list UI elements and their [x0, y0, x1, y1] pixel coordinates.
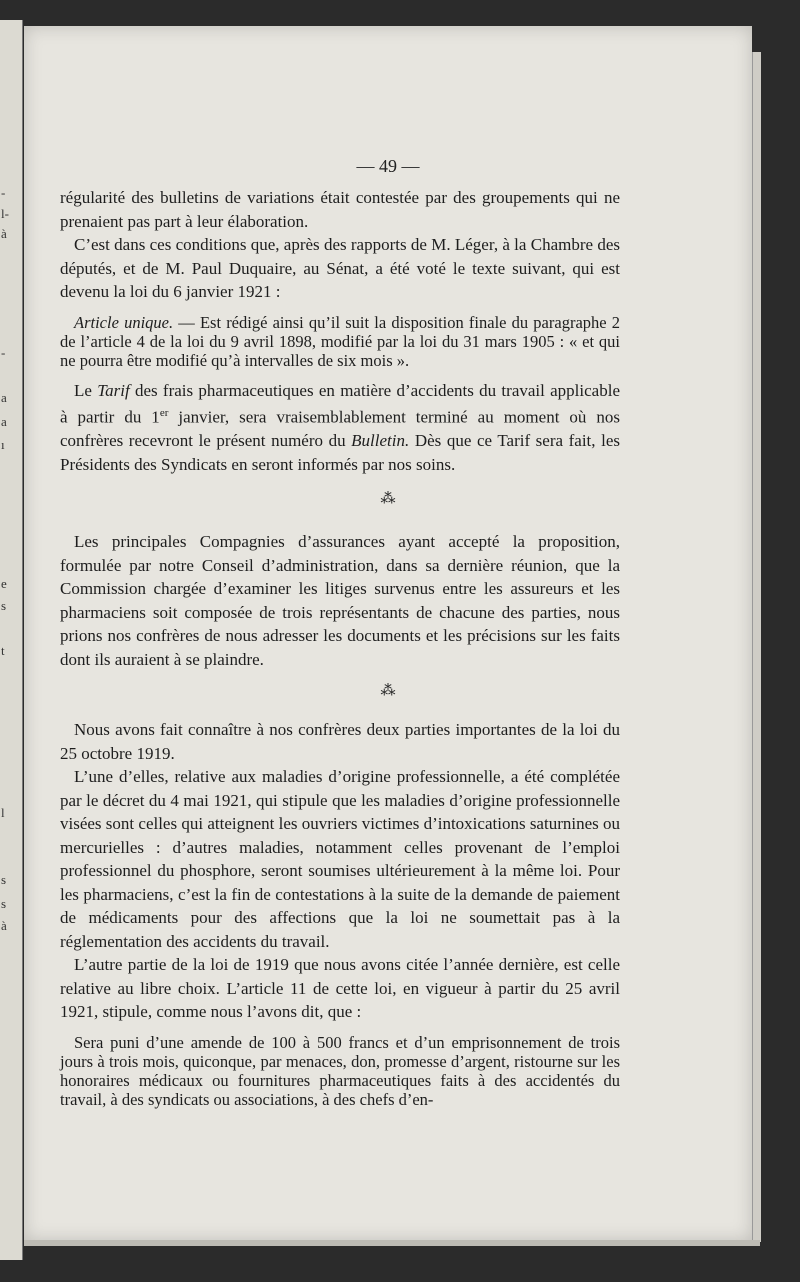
margin-fragment: - — [1, 345, 6, 360]
margin-fragment: e — [1, 576, 7, 591]
margin-fragment: a — [1, 390, 7, 405]
text-block-bottom — [60, 718, 620, 1109]
text-run: des frais pharmaceutiques en matière d’accidents du travail applicable à partir du 1 — [60, 380, 620, 427]
paragraph: régularité des bulletins de variations était contestée par des groupements qui ne prenaient pas part à leur élaboration. — [60, 188, 620, 231]
italic-word: Tarif — [97, 380, 130, 400]
paragraph: L’autre partie de la loi de 1919 que nous avons citée l’année dernière, est celle relative au libre choix. L’article 11 de cette loi, en vigueur à partir du 25 avril 1921, stipule, comme nous l’avons dit, que : — [60, 955, 620, 1021]
document-page — [24, 26, 752, 1241]
text-block-top — [60, 186, 620, 476]
margin-fragment: l- — [1, 206, 9, 221]
margin-fragment: ı — [1, 437, 5, 452]
margin-fragment: l — [1, 805, 5, 820]
paragraph — [60, 379, 620, 477]
superscript: er — [159, 407, 169, 419]
text-run: Le — [74, 380, 98, 400]
text-run: Dès que ce Tarif sera fait, les Présidents des Syndicats en seront informés par nos soins. — [60, 431, 620, 474]
italic-heading: Article unique. — [74, 312, 174, 332]
margin-fragment: à — [1, 918, 7, 933]
quoted-law — [60, 313, 620, 370]
margin-fragment: - — [1, 185, 6, 200]
quoted-law: Sera puni d’une amende de 100 à 500 francs et d’un emprisonnement de trois jours à trois mois, quiconque, par menaces, don, promesse d’argent, ristourne sur les honoraires médicaux ou fournitures pharmaceutiques faits à des accidentés du travail, à des syndicats ou associations, à des chefs d’en- — [60, 1032, 620, 1109]
paragraph: C’est dans ces conditions que, après des rapports de M. Léger, à la Chambre des députés, et de M. Paul Duquaire, au Sénat, a été voté le texte suivant, qui est devenu la loi du 6 janvier 1921 : — [60, 235, 620, 301]
margin-fragment: s — [1, 598, 7, 613]
margin-fragment: s — [1, 872, 7, 887]
text-run: janvier, sera vraisemblablement terminé au moment où nos confrères recevront le présent numéro du — [60, 407, 620, 451]
page-bottom-edge — [24, 1240, 760, 1246]
italic-word: Bulletin. — [351, 431, 410, 451]
margin-fragment: s — [1, 896, 7, 911]
paragraph: L’une d’elles, relative aux maladies d’origine professionnelle, a été complétée par le décret du 4 mai 1921, qui stipule que les maladies d’origine professionnelle visées sont celles qui atteignent les ouvriers victimes d’intoxications saturnines ou mercurielles : d’autres maladies, notamment celles provenant de l’emploi professionnel du phosphore, seront soumises ultérieurement à la même loi. Pour les pharmaciens, c’est la fin de contestations à la suite de la demande de paiement de médicaments pour des affections que la loi ne soumettait pas à la réglementation des accidents du travail. — [60, 767, 620, 951]
margin-fragment: t — [1, 643, 5, 658]
page-number: — 49 — — [356, 156, 420, 176]
margin-fragment: à — [1, 226, 7, 241]
section-separator: ⁂ — [380, 681, 396, 699]
page-stack-edge — [752, 52, 761, 1242]
quote-text: — Est rédigé ainsi qu’il suit la disposition finale du paragraphe 2 de l’article 4 de la loi du 9 avril 1898, modifié par la loi du 31 mars 1905 : « et qui ne pourra être modifié qu’à intervalles de six mois ». — [60, 312, 621, 370]
text-block-middle — [60, 530, 620, 671]
paragraph: Nous avons fait connaître à nos confrères deux parties importantes de la loi du 25 octobre 1919. — [60, 720, 620, 763]
section-separator: ⁂ — [380, 489, 396, 507]
paragraph: Les principales Compagnies d’assurances ayant accepté la proposition, formulée par notre Conseil d’administration, dans sa dernière réunion, que la Commission chargée d’examiner les litiges survenus entre les assureurs et les pharmaciens soit composée de trois représentants de chacune des parties, nous prions nos confrères de nous adresser les documents et les précisions sur les faits dont ils auraient à se plaindre. — [60, 532, 620, 669]
adjacent-page-edge — [0, 20, 23, 1260]
margin-fragment: a — [1, 414, 7, 429]
